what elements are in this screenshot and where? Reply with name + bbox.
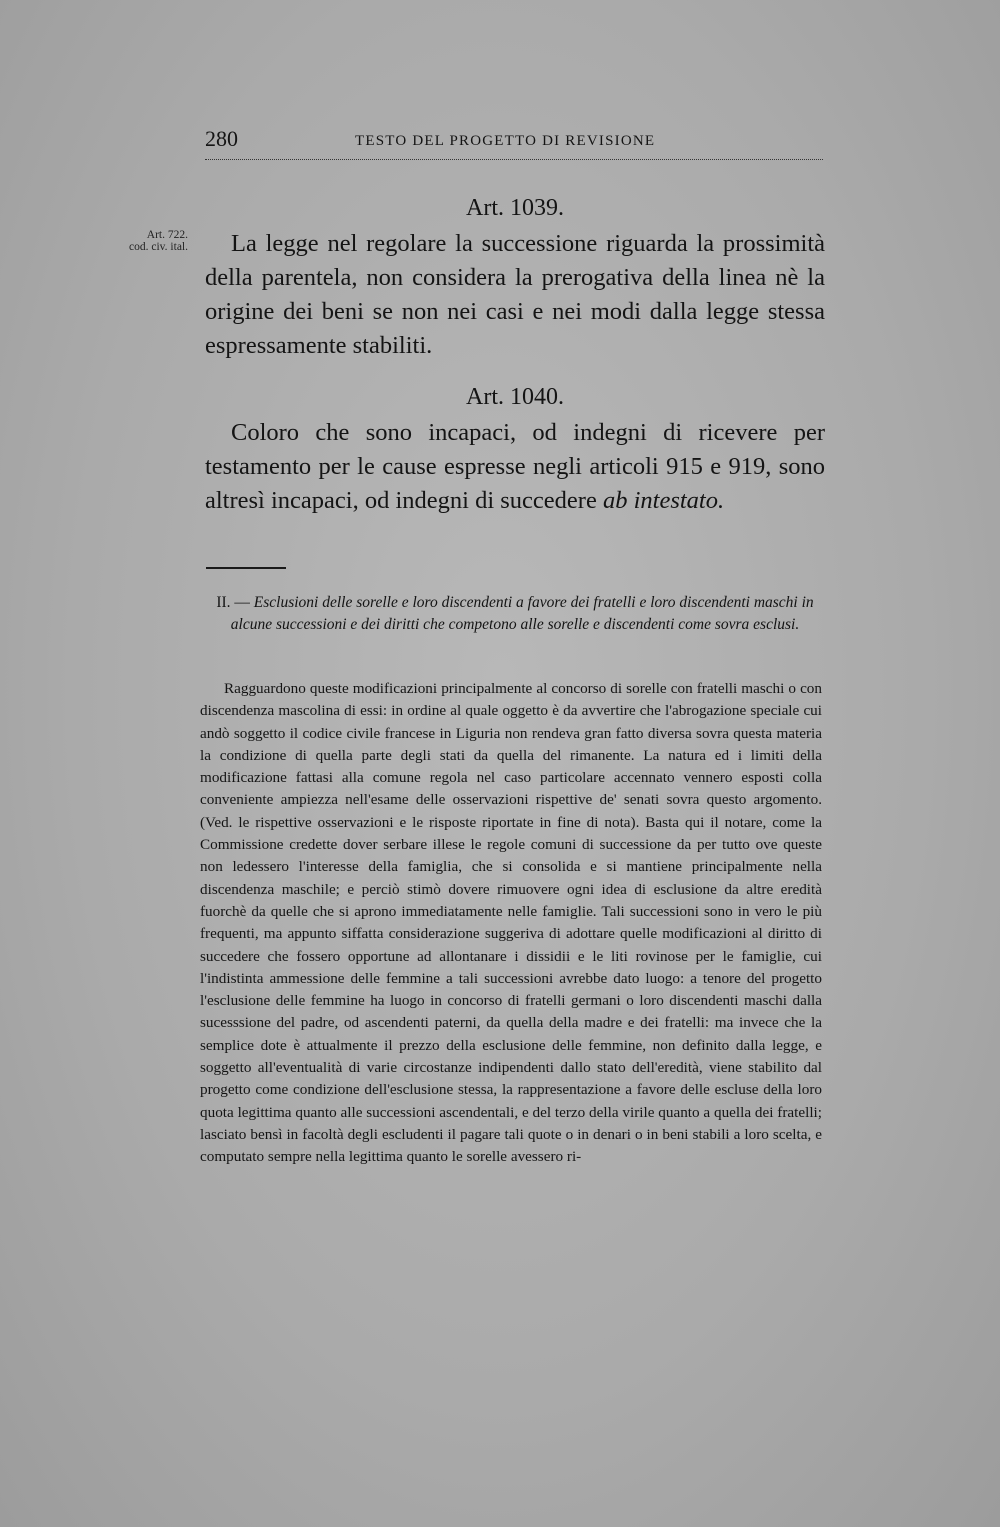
article-1040 <box>205 382 825 518</box>
section-title: Esclusioni delle sorelle e loro discendenti a favore dei fratelli e loro discendenti maschi in alcune successioni e dei diritti che competono alle sorelle e discendenti come sovra esclusi. <box>230 594 814 633</box>
margin-note <box>96 229 188 253</box>
running-head: TESTO DEL PROGETTO DI REVISIONE <box>355 133 656 149</box>
article-body-italic: ab intestato. <box>602 487 725 514</box>
section-number: II. — <box>216 594 250 611</box>
article-1039 <box>205 193 825 363</box>
commentary-paragraph: Ragguardono queste modificazioni principalmente al concorso di sorelle con fratelli maschi o con discendenza mascolina di essi: in ordine al quale oggetto è da avvertire che l'abrogazione speciale cui andò soggetto il codice civile francese in Liguria non rendeva gran fatto diversa sovra questa materia la condizione di quella parte degli stati da quella del rimanente. La natura ed i limiti della modificazione fattasi alla comune regola nel caso particolare accennato vennero esposti colla conveniente ampiezza nell'esame delle osservazioni rispettive de' senati sovra questo argomento. (Ved. le rispettive osservazioni e le risposte riportate in fine di nota). Basta qui il notare, come la Commissione credette dover serbare illese le regole comuni di successione da per tutto ove queste non ledessero l'interesse della famiglia, che si consolida e si mantiene principalmente nella discendenza maschile; e perciò stimò dovere rimuovere ogni idea di esclusione da altre eredità fuorchè da quelle che si aprono immediatamente nelle famiglie. Tali successioni sono in vero le più frequenti, ma appunto siffatta considerazione suggeriva di adottare quelle modificazioni al diritto di succedere che fossero opportune ad allontanare i dissidii e le liti rovinose per le famiglie, cui l'indistinta ammessione delle femmine a tali successioni avrebbe dato luogo: a tenore del progetto l'esclusione delle femmine ha luogo in concorso di fratelli germani o loro discendenti maschi dalla sucesssione del padre, od ascendenti paterni, da quella della madre e dei fratelli: ma invece che la semplice dote è attualmente il prezzo della esclusione delle femmine, non definito dalla legge, e soggetto all'eventualità di varie circostanze indipendenti dallo stato dell'eredità, viene stabilito dal progetto come condizione dell'esclusione stessa, la rappresentazione a favore delle escluse della loro quota legittima quanto alle successioni ascendentali, e del terzo della virile quanto a quella dei fratelli; lasciato bensì in facoltà degli escludenti il pagare tali quote o in denari o in beni stabili a loro scelta, e computato sempre nella legittima quanto le sorelle avessero ri- <box>200 680 822 1166</box>
page-header <box>205 126 823 162</box>
header-rule <box>205 159 823 160</box>
article-title: Art. 1040. <box>466 384 564 410</box>
article-title: Art. 1039. <box>466 195 564 221</box>
article-body-text: Coloro che sono incapaci, od indegni di ricevere per testamento per le cause espresse negli articoli 915 e 919, sono altresì incapaci, od indegni di succedere <box>205 419 825 514</box>
margin-note-line: Art. 722. <box>146 229 188 241</box>
page-number: 280 <box>205 126 238 151</box>
section-heading <box>205 592 825 636</box>
article-body <box>205 416 825 518</box>
article-body: La legge nel regolare la successione riguarda la prossimità della parentela, non considera la prerogativa della linea nè la origine dei beni se non nei casi e nei modi dalla legge stessa espressamente stabiliti. <box>205 230 825 359</box>
section-divider <box>206 567 286 569</box>
margin-note-line: cod. civ. ital. <box>129 241 188 253</box>
